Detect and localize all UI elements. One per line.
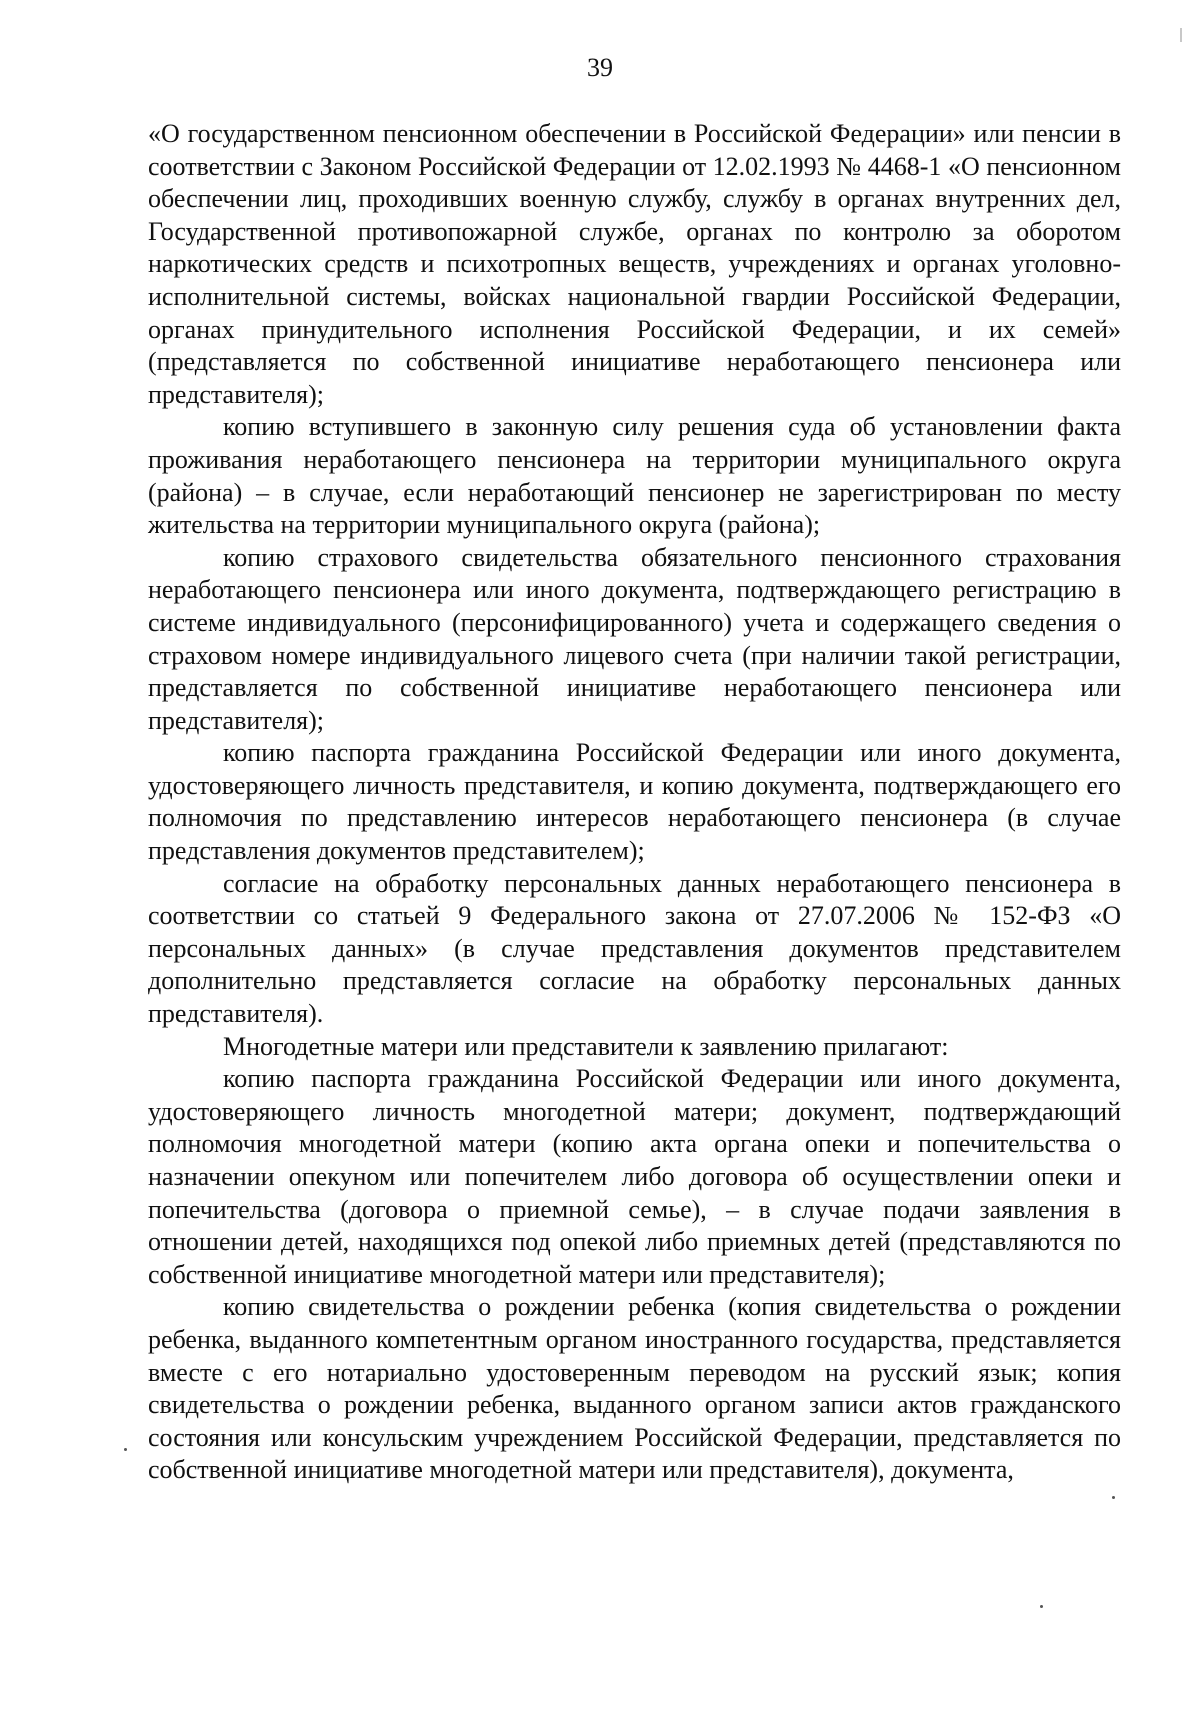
paragraph-mother-passport-copy: копию паспорта гражданина Российской Федерации или иного документа, удостоверяющего личность многодетной матери; документ, подтверждающий полномочия многодетной матери (копию акта органа опеки и попечительства о назначении опекуном или попечителем либо договора об осуществлении опеки и попечительства (договора о приемной семье), – в случае подачи заявления в отношении детей, находящихся под опекой либо приемных детей (представляются по собственной инициативе многодетной матери или представителя); (148, 1064, 1121, 1289)
paragraph-large-family-mothers-intro: Многодетные матери или представители к заявлению прилагают: (223, 1031, 949, 1061)
paragraph-birth-certificate-copy: копию свидетельства о рождении ребенка (копия свидетельства о рождении ребенка, выданного компетентным органом иностранного государства, представляется вместе с его нотариально удостоверенным переводом на русский язык; копия свидетельства о рождении ребенка, выданного органом записи актов гражданского состояния или консульским учреждением Российской Федерации, представляется по собственной инициативе многодетной матери или представителя), документа, (148, 1292, 1121, 1485)
paragraph-court-decision-copy: копию вступившего в законную силу решения суда об установлении факта проживания неработающего пенсионера на территории муниципального округа (района) – в случае, если неработающий пенсионер не зарегистрирован по месту жительства на территории муниципального округа (района); (148, 412, 1121, 540)
scan-margin-mark (1180, 28, 1182, 42)
scan-speck (1040, 1605, 1043, 1608)
paragraph-personal-data-consent: согласие на обработку персональных данных неработающего пенсионера в соответствии со статьей 9 Федерального закона от 27.07.2006 № 152-ФЗ «О персональных данных» (в случае представления документов представителем дополнительно представляется согласие на обработку персональных данных представителя). (148, 868, 1121, 1029)
paragraph-pension-law-continuation: «О государственном пенсионном обеспечении в Российской Федерации» или пенсии в соответствии с Законом Российской Федерации от 12.02.1993 № 4468-1 «О пенсионном обеспечении лиц, проходивших военную службу, службу в органах внутренних дел, Государственной противопожарной службе, органах по контролю за оборотом наркотических средств и психотропных веществ, учреждениях и органах уголовно-исполнительной системы, войсках национальной гвардии Российской Федерации, органах принудительного исполнения Российской Федерации, и их семей» (представляется по собственной инициативе неработающего пенсионера или представителя); (148, 119, 1121, 409)
scan-speck (1112, 1496, 1115, 1499)
document-body (148, 118, 1121, 1487)
scan-speck (124, 1448, 127, 1451)
paragraph-representative-passport-copy: копию паспорта гражданина Российской Федерации или иного документа, удостоверяющего личность представителя, и копию документа, подтверждающего его полномочия по представлению интересов неработающего пенсионера (в случае представления документов представителем); (148, 738, 1121, 866)
paragraph-insurance-certificate-copy: копию страхового свидетельства обязательного пенсионного страхования неработающего пенсионера или иного документа, подтверждающего регистрацию в системе индивидуального (персонифицированного) учета и содержащего сведения о страховом номере индивидуального лицевого счета (при наличии такой регистрации, представляется по собственной инициативе неработающего пенсионера или представителя); (148, 542, 1121, 735)
page-number: 39 (587, 53, 613, 82)
